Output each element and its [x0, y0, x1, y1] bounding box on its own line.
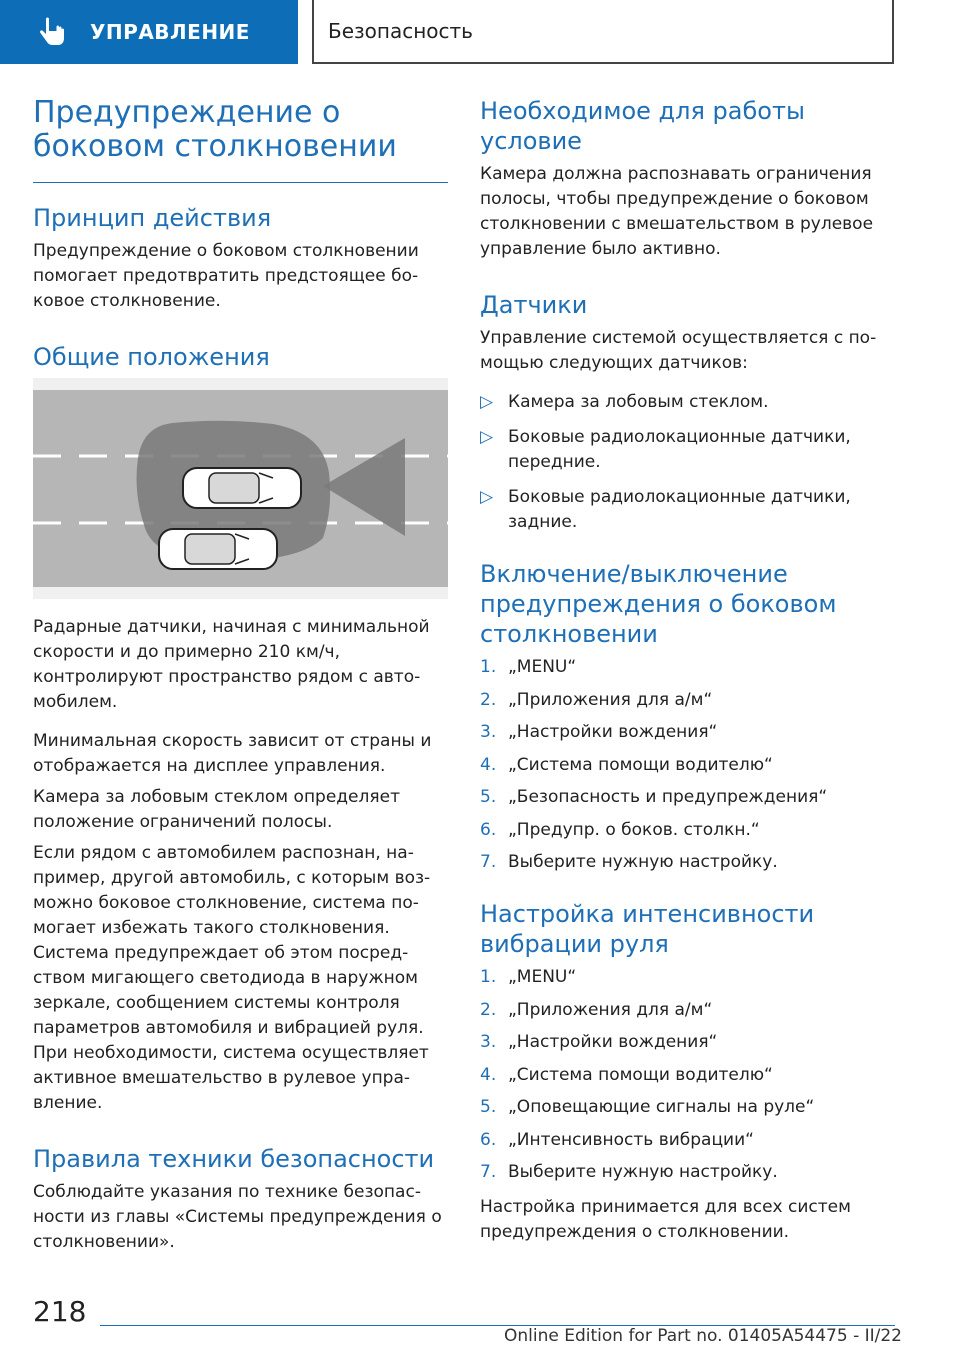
- title-divider: [33, 182, 448, 183]
- safety-heading: Правила техники безопасности: [33, 1145, 435, 1173]
- vibration-heading: Настройка интенсивности вибрации руля: [480, 900, 815, 958]
- page-title: Предупреждение о боковом столкновении: [33, 95, 397, 164]
- triangle-bullet-icon: ▷: [480, 487, 494, 507]
- list-item: 5. „Оповещающие сигналы на руле“: [480, 1097, 815, 1117]
- list-item: 1. „MENU“: [480, 967, 577, 987]
- side-collision-illustration: [33, 378, 448, 599]
- list-item: 3. „Настройки вождения“: [480, 722, 718, 742]
- list-item: ▷ Камера за лобовым стеклом.: [480, 390, 900, 415]
- list-item: 4. „Система помощи водителю“: [480, 1064, 773, 1085]
- car-side-icon: [159, 529, 277, 569]
- principle-text: Предупреждение о боковом столкновении помогает предотвратить предстоящее боковое столкновение.: [33, 241, 419, 311]
- section-title: УПРАВЛЕНИЕ: [90, 20, 250, 44]
- list-item: 7. Выберите нужную настройку.: [480, 1162, 778, 1182]
- general-paragraph: Минимальная скорость зависит от страны и отображается на дисплее управления.: [33, 731, 432, 776]
- general-paragraph: Радарные датчики, начиная с минимальной скорости и до примерно 210 км/ч, контролируют пространство рядом с автомобилем.: [33, 617, 430, 712]
- left-column: [33, 96, 448, 1269]
- general-heading: Общие положения: [33, 343, 270, 371]
- general-paragraph: Камера за лобовым стеклом определяет положение ограничений полосы.: [33, 787, 400, 832]
- list-item: 1. „MENU“: [480, 657, 577, 677]
- triangle-bullet-icon: ▷: [480, 427, 494, 447]
- right-column: [480, 96, 900, 1259]
- list-item: 2. „Приложения для а/м“: [480, 999, 713, 1020]
- section-tab[interactable]: [0, 0, 298, 64]
- list-item: ▷ Боковые радиолокационные датчики, задние.: [480, 485, 900, 535]
- prereq-heading: Необходимое для работы условие: [480, 97, 805, 155]
- sensors-heading: Датчики: [480, 291, 588, 319]
- hand-pointer-icon: [36, 15, 70, 49]
- sensors-list: [480, 390, 900, 535]
- list-item: 4. „Система помощи водителю“: [480, 754, 773, 775]
- list-item: 6. „Интенсивность вибрации“: [480, 1129, 754, 1150]
- list-item: ▷ Боковые радиолокационные датчики, передние.: [480, 425, 900, 475]
- car-front-icon: [183, 468, 301, 508]
- onoff-steps: [480, 655, 900, 875]
- vibration-note: Настройка принимается для всех систем предупреждения о столкновении.: [480, 1197, 851, 1242]
- prereq-text: Камера должна распознавать ограничения полосы, чтобы предупреждение о боковом столкновении с вмешательством в рулевое управление было активно.: [480, 164, 874, 259]
- list-item: 5. „Безопасность и предупреждения“: [480, 787, 828, 807]
- safety-text: Соблюдайте указания по технике безопасности из главы «Системы предупреждения о столкновении».: [33, 1182, 442, 1252]
- list-item: 6. „Предупр. о боков. столкн.“: [480, 819, 760, 840]
- general-paragraph: Если рядом с автомобилем распознан, например, другой автомобиль, с которым возможно боковое столкновение, система помогает избежать такого столкновения. Система предупреждает об этом посредством мигающего светодиода в наружном зеркале, сообщением системы контроля параметров автомобиля и вибрацией руля. При необходимости, система осуществляет активное вмешательство в рулевое управление.: [33, 843, 431, 1113]
- list-item: 3. „Настройки вождения“: [480, 1032, 718, 1052]
- triangle-bullet-icon: ▷: [480, 392, 494, 412]
- list-item: 2. „Приложения для а/м“: [480, 689, 713, 710]
- principle-heading: Принцип действия: [33, 204, 272, 232]
- edition-link[interactable]: Online Edition for Part no. 01405A54475 - II/22: [503, 1326, 902, 1346]
- vibration-steps: [480, 965, 900, 1185]
- chapter-title: Безопасность: [328, 19, 473, 43]
- sensors-text: Управление системой осуществляется с помощью следующих датчиков:: [480, 328, 877, 373]
- page-number: 218: [33, 1295, 87, 1328]
- chapter-header: [312, 0, 894, 64]
- onoff-heading: Включение/выключение предупреждения о боковом столкновении: [480, 560, 837, 648]
- list-item: 7. Выберите нужную настройку.: [480, 852, 778, 872]
